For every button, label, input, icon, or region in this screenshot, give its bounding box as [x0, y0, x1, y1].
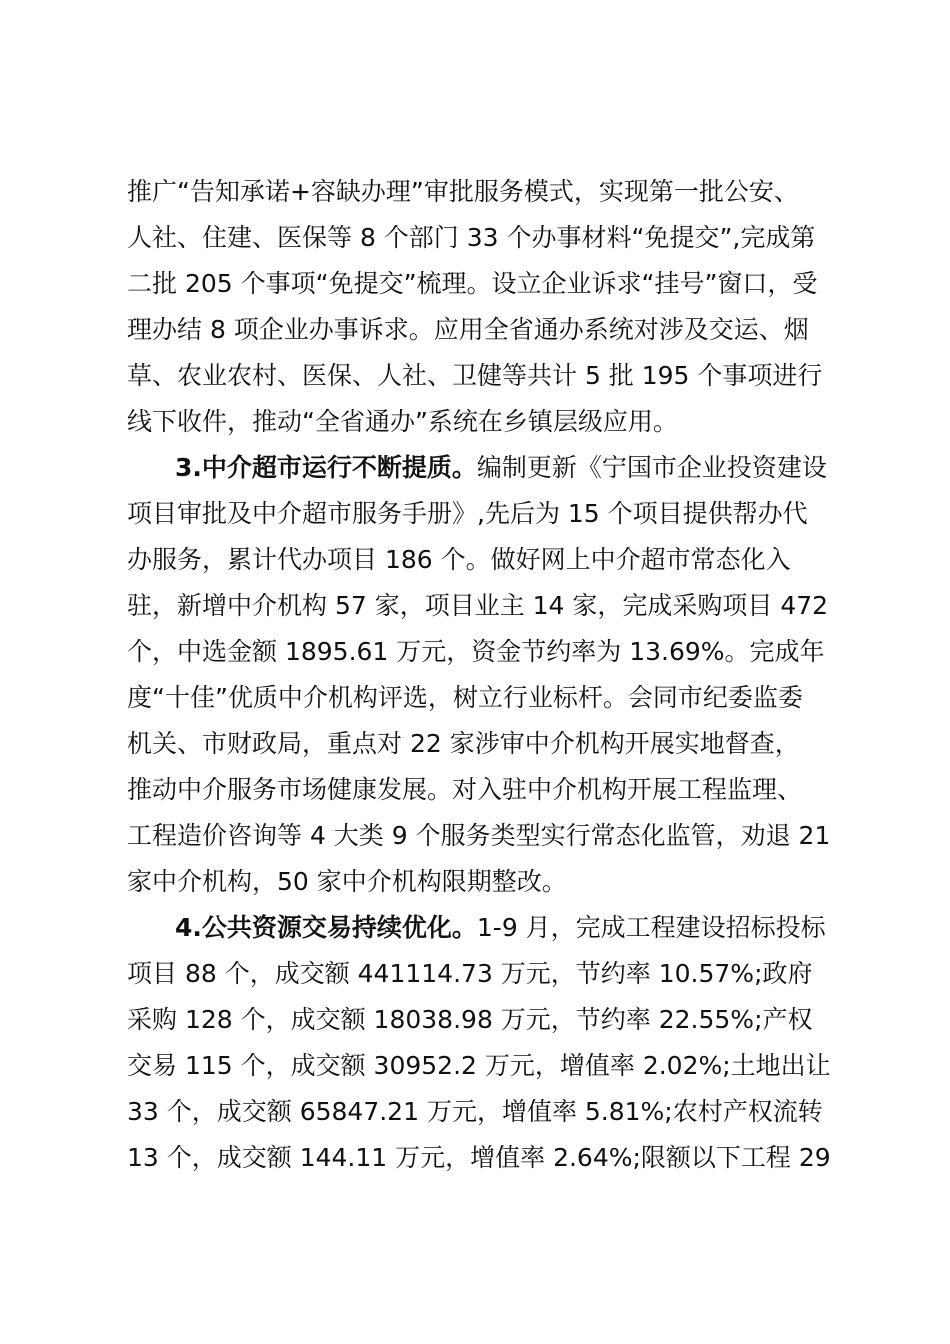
paragraph-3-first-line — [175, 908, 837, 948]
paragraph-2-line: 工程造价咨询等 4 大类 9 个服务类型实行常态化监管，劝退 21 — [127, 821, 831, 850]
paragraph-1-line: 线下收件，推动“全省通办”系统在乡镇层级应用。 — [127, 407, 678, 436]
paragraph-2-line: 家中介机构，50 家中介机构限期整改。 — [127, 867, 567, 896]
paragraph-1-line: 推广“告知承诺+容缺办理”审批服务模式，实现第一批公安、 — [127, 177, 799, 206]
paragraph-2-line: 驻，新增中介机构 57 家，项目业主 14 家，完成采购项目 472 — [127, 591, 829, 620]
paragraph-2-line: 个，中选金额 1895.61 万元，资金节约率为 13.69%。完成年 — [127, 637, 825, 666]
paragraph-2-line: 项目审批及中介超市服务手册》,先后为 15 个项目提供帮办代 — [127, 499, 808, 528]
paragraph-1-line: 人社、住建、医保等 8 个部门 33 个办事材料“免提交”,完成第 — [127, 223, 816, 252]
paragraph-2-first-line — [175, 448, 837, 488]
paragraph-1-line: 草、农业农村、医保、人社、卫健等共计 5 批 195 个事项进行 — [127, 361, 823, 390]
paragraph-3-first-line-text: 1-9 月，完成工程建设招标投标 — [476, 913, 826, 942]
paragraph-3-line: 采购 128 个，成交额 18038.98 万元，节约率 22.55%;产权 — [127, 1005, 813, 1034]
paragraph-3-line: 33 个，成交额 65847.21 万元，增值率 5.81%;农村产权流转 — [127, 1097, 823, 1126]
paragraph-3-line: 项目 88 个，成交额 441114.73 万元，节约率 10.57%;政府 — [127, 959, 813, 988]
paragraph-3-line: 交易 115 个，成交额 30952.2 万元，增值率 2.02%;土地出让 — [127, 1051, 831, 1080]
section-4-heading: 4.公共资源交易持续优化。 — [175, 913, 477, 942]
paragraph-2-line: 办服务，累计代办项目 186 个。做好网上中介超市常态化入 — [127, 545, 791, 574]
paragraph-1-line: 理办结 8 项企业办事诉求。应用全省通办系统对涉及交运、烟 — [127, 315, 809, 344]
paragraph-2-first-line-text: 编制更新《宁国市企业投资建设 — [476, 453, 827, 482]
paragraph-2-line: 推动中介服务市场健康发展。对入驻中介机构开展工程监理、 — [127, 775, 803, 804]
paragraph-2-line: 机关、市财政局，重点对 22 家涉审中介机构开展实地督查， — [127, 729, 800, 758]
paragraph-3-line: 13 个，成交额 144.11 万元，增值率 2.64%;限额以下工程 29 — [127, 1143, 831, 1172]
paragraph-2-line: 度“十佳”优质中介机构评选，树立行业标杆。会同市纪委监委 — [127, 683, 803, 712]
paragraph-1-line: 二批 205 个事项“免提交”梳理。设立企业诉求“挂号”窗口，受 — [127, 269, 818, 298]
section-3-heading: 3.中介超市运行不断提质。 — [175, 453, 477, 482]
